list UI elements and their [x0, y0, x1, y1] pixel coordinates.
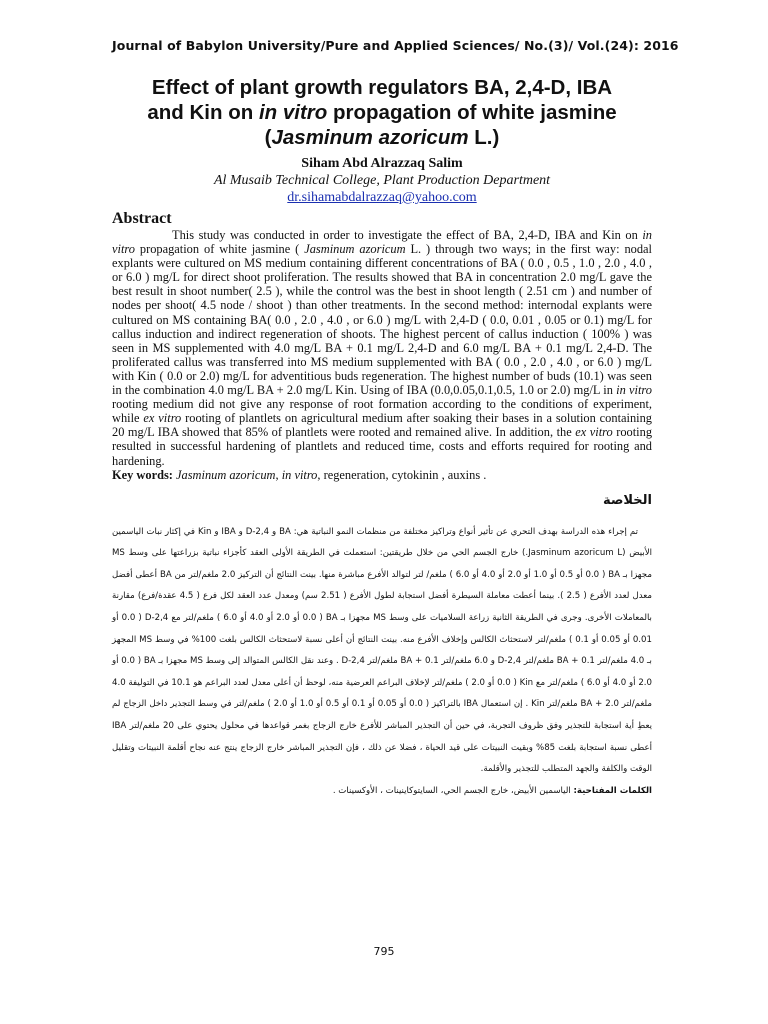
paper-page — [112, 38, 679, 801]
keyword-italic: Jasminum azoricum — [176, 467, 276, 482]
keywords-label: Key words: — [112, 467, 173, 482]
abstract-text: L. ) through two ways; in the first way: nodal explants were cultured on MS medium containing different concentrations of BA ( 0.0 , 0.5 , 1.0 , 2.0 , 4.0 , or 6.0 ) mg/L for direct shoot proliferation. The results showed that BA in concentration 2.0 mg/L gave the best result in shoot number( 2.5 ), while the control was the best in shoot length ( 2.51 cm ) and number of nodes per shoot( 4.5 node / shoot ) than other treatments. In the second method: internodal explants were cultured on MS containing BA( 0.0 , 2.0 , 4.0 , or 6.0 ) mg/L with 2,4-D ( 0.0, 0.01 , 0.05 or 0.1) mg/L for callus induction and indirect regeneration of shoots. The highest percent of callus induction ( 100% ) was seen in MS supplemented with 4.0 mg/L BA + 0.1 mg/L 2,4-D and 6.0 mg/L BA + 0.1 mg/L 2,4-D. The proliferated callus was transferred into MS medium supplemented with BA ( 0.0 , 2.0 , 4.0 , or 6.0 ) mg/L with Kin ( 0.0 or 2.0) mg/L for adventitious buds regeneration. The highest number of buds (10.1) was seen in the combination 4.0 mg/L BA + 2.0 mg/L Kin. Using of IBA (0.0,0.05,0.1,0.5, 1.0 or 2.0) mg/L in — [112, 242, 652, 398]
title-line-2-italic: in vitro — [258, 101, 328, 124]
arabic-abstract-body: تم إجراء هذه الدراسة بهدف التحري عن تأثير أنواع وتراكيز مختلفة من منظمات النمو النباتية هي: BA و 2,4-D و IBA و Kin في إكثار نبات الياسمين الأبيض (Jasminum azoricum L.) خارج الجسم الحي من خلال طريقتين: استعملت في الطريقة الأولى العقد كأجزاء نباتية بزراعتها على وسط MS مجهزا بـ BA ( 0.0 أو 0.5 أو 1.0 أو 2.0 أو 4.0 أو 6.0 ) ملغم/ لتر لتوالد الأفرع مباشرة منها. بينت النتائج أن التركيز 2.0 ملغم/لتر من BA أعطى أفضل معدل لعدد الأفرع ( 2.5 ). بينما أعطت معاملة السيطرة أفضل استجابة لطول الأفرع ( 2.51 سم) ومعدل عدد العقد لكل فرع ( 4.5 عقدة/فرع) مقارنة بالمعاملات الأخرى. وجرى في الطريقة الثانية زراعة السلاميات على وسط MS مجهزا بـ BA ( 0.0 أو 2.0 أو 4.0 أو 6.0 ) ملغم/لتر مع 2,4-D ( 0.0 أو 0.01 أو 0.05 أو 0.1 ) ملغم/لتر لاستحثاث الكالس وإخلاف الأفرع منه. بينت النتائج أن أعلى نسبة لاستحثاث الكالس بلغت 100% في وسط MS المجهز بـ 4.0 ملغم/لتر BA + 0.1 ملغم/لتر 2,4-D و 6.0 ملغم/لتر BA + 0.1 ملغم/لتر 2,4-D . وعند نقل الكالس المتوالد إلى وسط MS مجهزا بـ BA ( 0.0 أو 2.0 أو 4.0 أو 6.0 ) ملغم/لتر مع Kin ( 0.0 أو 2.0 ) ملغم/لتر لإخلاف البراعم العرضية منه، لوحظ أن أعلى معدل لعدد البراعم هو 10.1 في التوليفة 4.0 ملغم/لتر BA + 2.0 ملغم/لتر Kin . إن استعمال IBA بالتراكيز ( 0.0 أو 0.05 أو 0.1 أو 0.5 أو 1.0 أو 2.0 ) ملغم/لتر في وسط التجذير داخل الزجاج لم يعطِ أية استجابة للتجذير وفق ظروف التجربة، في حين أن التجذير المباشر للأفرع خارج الزجاج بغمر قواعدها في محلول يحتوي على 20 ملغم/لتر IBA أعطى نسبة استجابة بلغت 85% وبقيت النبيتات على قيد الحياة ، فضلا عن ذلك ، فإن التجذير المباشر خارج الزجاج ينتج عنه نجاح أقلمة النبيتات وتقليل الوقت والكلفة والجهد المتطلب للتجذير والأقلمة. — [112, 526, 653, 775]
abstract-text: rooting resulted in successful hardening of plantlets and reduced time, costs and efforts required for rooting and hardening. — [112, 425, 653, 468]
abstract-text: This study was conducted in order to investigate the effect of BA, 2,4-D, IBA and Kin on — [172, 228, 643, 242]
title-line-2 — [112, 100, 652, 125]
keyword-separator: , — [275, 467, 282, 482]
abstract-text: rooting of plantlets on agricultural medium after soaking their bases in a solution containing 20 mg/L IBA showed that 85% of plantlets were rooted and remained alive. In addition, the — [112, 411, 652, 440]
abstract-italic: ex vitro — [575, 425, 613, 440]
abstract-text: rooting medium did not give any response of root formation according to the conditions of experiment, while — [112, 397, 652, 426]
title-line-1: Effect of plant growth regulators BA, 2,4-D, IBA — [151, 76, 613, 99]
author-name: Siham Abd Alrazzaq Salim — [301, 156, 463, 171]
journal-header: Journal of Babylon University/Pure and Applied Sciences/ No.(3)/ Vol.(24): 2016 — [112, 38, 679, 53]
keyword-italic: in vitro — [281, 467, 318, 482]
species-name: Jasminum azoricum — [271, 126, 469, 149]
abstract-italic: in vitro — [616, 383, 652, 398]
abstract-italic: in vitro — [112, 228, 652, 257]
title-line-3 — [112, 125, 652, 150]
title-line-2-text: and Kin on — [147, 101, 259, 124]
page-number: 795 — [373, 945, 395, 958]
abstract-italic: Jasminum azoricum — [304, 242, 406, 257]
author-email-link[interactable]: dr.sihamabdalrazzaq@yahoo.com — [287, 190, 477, 205]
paper-title — [112, 75, 652, 150]
arabic-keywords-label: الكلمات المفتاحية: — [573, 785, 652, 796]
arabic-keywords-text: الياسمين الأبيض، خارج الجسم الحي، السايتوكاينينات ، الأوكسينات . — [332, 785, 574, 796]
keywords-rest: , regeneration, cytokinin , auxins . — [317, 467, 487, 482]
keywords-line — [112, 468, 652, 483]
title-line-3-open: ( — [264, 126, 272, 149]
title-line-3-close: L.) — [468, 126, 500, 149]
arabic-abstract-heading: الخلاصة — [602, 492, 652, 508]
abstract-text: propagation of white jasmine ( — [134, 242, 305, 257]
abstract-body — [112, 228, 652, 468]
arabic-keywords-line — [112, 781, 652, 801]
author-affiliation: Al Musaib Technical College, Plant Production Department — [213, 173, 551, 188]
abstract-italic: ex vitro — [143, 411, 182, 426]
abstract-heading: Abstract — [112, 210, 172, 227]
title-line-2-text-end: propagation of white jasmine — [327, 101, 617, 124]
